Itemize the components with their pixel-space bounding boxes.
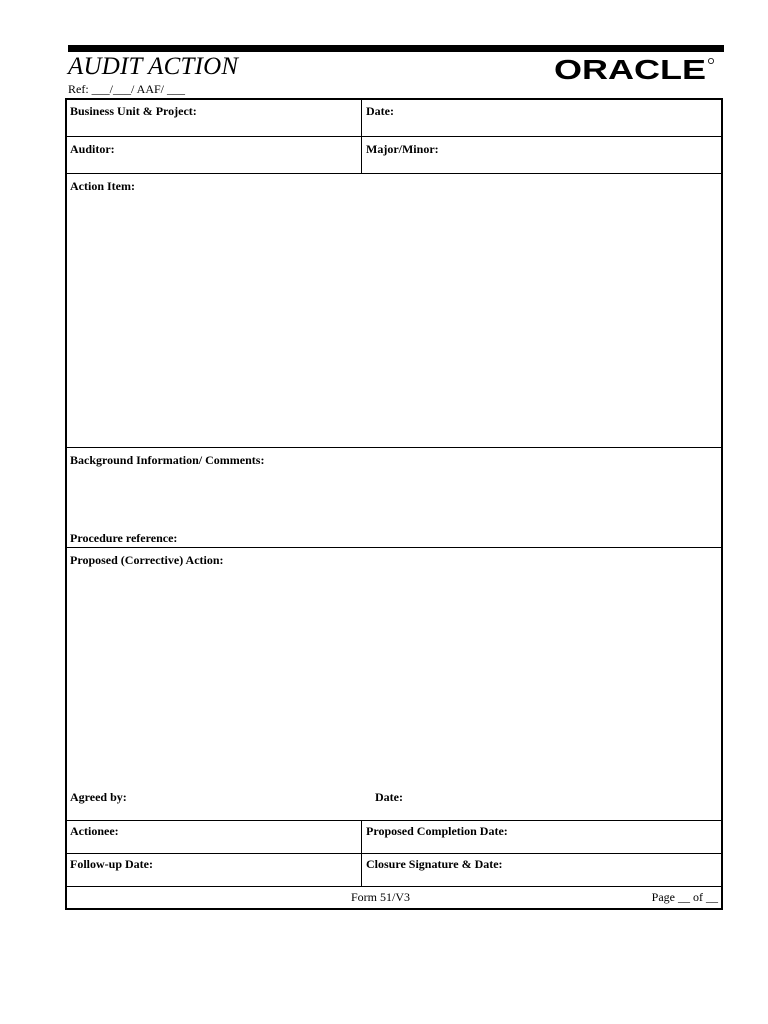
row-background	[67, 448, 721, 548]
page-number: Page __ of __	[651, 890, 718, 904]
date-label: Date:	[366, 104, 394, 118]
audit-form	[65, 98, 723, 910]
actionee-label: Actionee:	[70, 824, 119, 838]
procedure-reference-label: Procedure reference:	[70, 531, 178, 545]
row-business-date	[67, 100, 721, 137]
proposed-action-label: Proposed (Corrective) Action:	[70, 553, 224, 567]
business-unit-label: Business Unit & Project:	[70, 104, 197, 118]
svg-text:ORACLE: ORACLE	[554, 56, 706, 82]
major-minor-label: Major/Minor:	[366, 142, 439, 156]
row-action-item	[67, 174, 721, 448]
row-followup	[67, 854, 721, 887]
completion-date-label: Proposed Completion Date:	[366, 824, 508, 838]
auditor-label: Auditor:	[70, 142, 115, 156]
row-auditor-major	[67, 137, 721, 174]
agreed-by-label: Agreed by:	[70, 790, 127, 804]
form-id: Form 51/V3	[351, 890, 411, 904]
row-proposed-action	[67, 548, 721, 821]
background-label: Background Information/ Comments:	[70, 453, 265, 467]
agreed-date-label: Date:	[375, 790, 403, 804]
header-rule	[68, 45, 724, 52]
followup-date-label: Follow-up Date:	[70, 857, 153, 871]
oracle-logo	[554, 56, 716, 82]
ref-line: Ref: ___/___/ AAF/ ___	[68, 82, 186, 96]
closure-label: Closure Signature & Date:	[366, 857, 503, 871]
row-actionee	[67, 821, 721, 854]
row-footer	[67, 887, 721, 908]
page-title: AUDIT ACTION	[68, 53, 239, 80]
action-item-label: Action Item:	[70, 179, 135, 193]
